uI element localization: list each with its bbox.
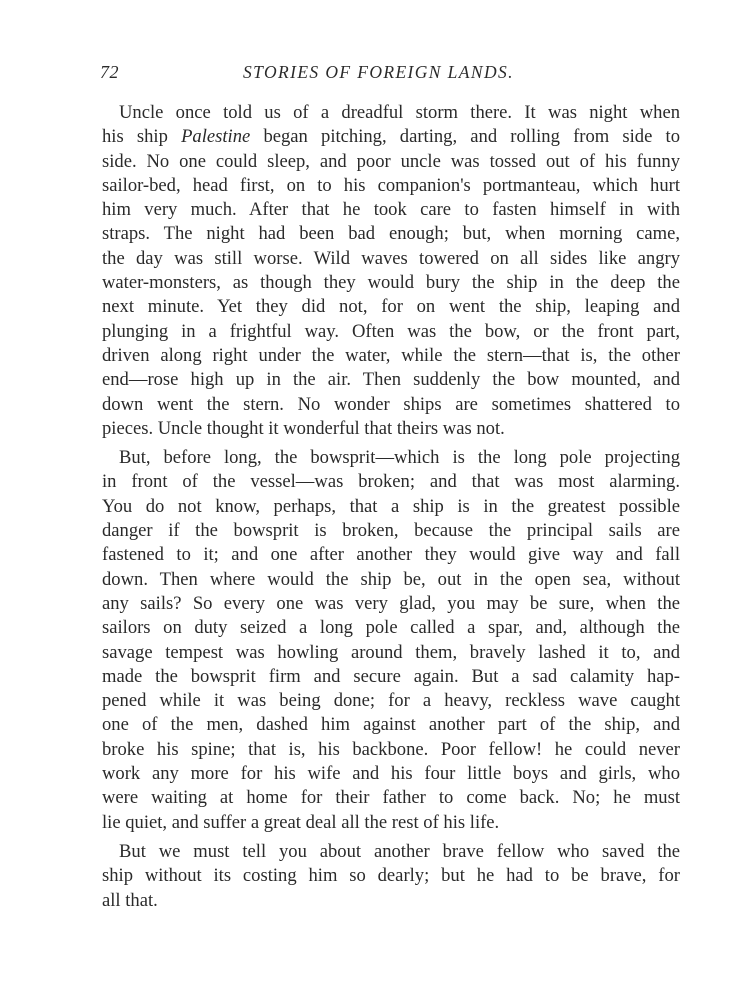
text-line: water-monsters, as though they would bury the ship in the deep the bbox=[102, 272, 680, 294]
page-header bbox=[100, 62, 680, 86]
text-line: down. Then where would the ship be, out in the open sea, without bbox=[102, 568, 680, 590]
ship-name: Palestine bbox=[181, 126, 251, 148]
text-line: plunging in a frightful way. Often was the bow, or the front part, bbox=[102, 320, 680, 342]
text-line: savage tempest was howling around them, bravely lashed it to, and bbox=[102, 641, 680, 663]
text-line: fastened to it; and one after another they would give way and fall bbox=[102, 544, 680, 566]
text-line: next minute. Yet they did not, for on went the ship, leaping and bbox=[102, 296, 680, 318]
paragraph bbox=[102, 101, 680, 441]
paragraph bbox=[102, 446, 680, 835]
paragraph bbox=[102, 840, 680, 913]
text-line: any sails? So every one was very glad, you may be sure, when the bbox=[102, 592, 680, 614]
text-segment: his ship bbox=[102, 126, 182, 148]
page-number: 72 bbox=[100, 62, 119, 82]
text-line: straps. The night had been bad enough; but, when morning came, bbox=[102, 223, 680, 245]
text-line: You do not know, perhaps, that a ship is in the greatest possible bbox=[102, 495, 680, 517]
running-head: STORIES OF FOREIGN LANDS. bbox=[243, 62, 514, 82]
text-line: ship without its costing him so dearly; but he had to be brave, for bbox=[102, 865, 680, 887]
text-line: the day was still worse. Wild waves towered on all sides like angry bbox=[102, 247, 680, 269]
text-segment: began pitching, darting, and rolling from side to bbox=[250, 126, 680, 148]
text-line bbox=[102, 125, 680, 149]
text-line: down went the stern. No wonder ships are sometimes shattered to bbox=[102, 393, 680, 415]
text-line: broke his spine; that is, his backbone. Poor fellow! he could never bbox=[102, 738, 680, 760]
text-line: sailors on duty seized a long pole called a spar, and, although the bbox=[102, 617, 680, 639]
text-line: end—rose high up in the air. Then suddenly the bow mounted, and bbox=[102, 369, 680, 391]
text-line: one of the men, dashed him against another part of the ship, and bbox=[102, 714, 680, 736]
text-line: pieces. Uncle thought it wonderful that theirs was not. bbox=[102, 417, 505, 439]
text-line: Uncle once told us of a dreadful storm there. It was night when bbox=[119, 102, 680, 123]
text-line: driven along right under the water, while the stern—that is, the other bbox=[102, 344, 680, 366]
text-line: him very much. After that he took care to fasten himself in with bbox=[102, 199, 680, 221]
text-line: pened while it was being done; for a heavy, reckless wave caught bbox=[102, 690, 680, 712]
text-line: were waiting at home for their father to come back. No; he must bbox=[102, 787, 680, 809]
text-line: made the bowsprit firm and secure again. But a sad calamity hap- bbox=[102, 665, 680, 687]
text-line: sailor-bed, head first, on to his companion's portmanteau, which hurt bbox=[102, 174, 680, 196]
text-line: But, before long, the bowsprit—which is the long pole projecting bbox=[119, 447, 680, 469]
text-line: side. No one could sleep, and poor uncle was tossed out of his funny bbox=[102, 150, 680, 172]
text-line: all that. bbox=[102, 889, 158, 911]
body-text bbox=[102, 101, 680, 913]
text-line: lie quiet, and suffer a great deal all the rest of his life. bbox=[102, 811, 500, 833]
text-line: danger if the bowsprit is broken, because the principal sails are bbox=[102, 520, 680, 542]
text-line: in front of the vessel—was broken; and that was most alarming. bbox=[102, 471, 680, 493]
text-line: work any more for his wife and his four little boys and girls, who bbox=[102, 763, 680, 785]
text-line: But we must tell you about another brave fellow who saved the bbox=[119, 840, 680, 862]
